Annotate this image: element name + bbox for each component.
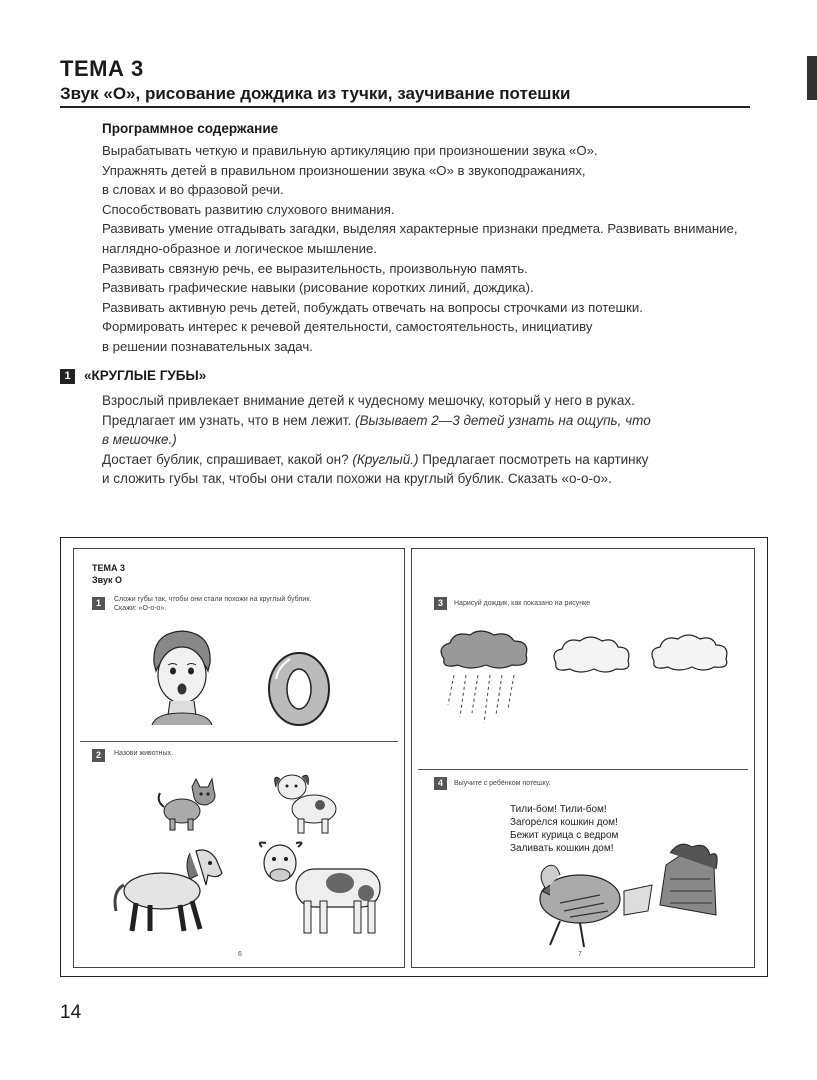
- title-rule: [60, 106, 750, 108]
- edge-marker: [807, 56, 817, 100]
- workbook-left-page: [73, 548, 405, 968]
- page-subtitle: Звук «О», рисование дождика из тучки, заучивание потешки: [60, 84, 571, 103]
- program-content: [102, 141, 762, 357]
- task1-line: и сложить губы так, чтобы они стали похожи на круглый бублик. Сказать «о-о-о».: [102, 471, 612, 487]
- program-line: Формировать интерес к речевой деятельности, самостоятельность, инициативу: [102, 319, 593, 335]
- program-line: наглядно-образное и логическое мышление.: [102, 240, 377, 256]
- horse-illustration: [110, 845, 230, 935]
- task1-line: [102, 430, 762, 450]
- workbook-task1-line: Сложи губы так, чтобы они стали похожи на круглый бублик.: [114, 596, 312, 603]
- boy-face-illustration: [142, 625, 222, 725]
- task1-number-badge: 1: [60, 369, 75, 384]
- bagel-illustration: [264, 649, 334, 729]
- rhyme-line: Заливать кошкин дом!: [510, 843, 614, 854]
- empty-cloud-illustration: [648, 633, 732, 677]
- workbook-task4-badge: 4: [434, 777, 447, 790]
- workbook-task2-text: Назови животных.: [114, 750, 173, 757]
- empty-cloud-illustration: [550, 635, 634, 679]
- workbook-task1-line: Скажи: «О-о-о».: [114, 605, 167, 612]
- workbook-theme: ТЕМА 3: [92, 563, 126, 573]
- workbook-divider: [418, 769, 748, 770]
- program-heading: Программное содержание: [102, 121, 279, 136]
- rhyme-line: Тили-бом! Тили-бом!: [510, 804, 607, 815]
- cat-illustration: [156, 777, 220, 833]
- program-line: Упражнять детей в правильном произношении звука «О» в звукоподражаниях,: [102, 162, 586, 178]
- program-line: Способствовать развитию слухового внимания.: [102, 201, 395, 217]
- workbook-sound: Звук О: [92, 575, 122, 585]
- workbook-divider: [80, 741, 398, 742]
- task1-line: [102, 450, 762, 470]
- program-line: Развивать связную речь, ее выразительность, произвольную память.: [102, 260, 528, 276]
- task1-text: Достает бублик, спрашивает, какой он?: [102, 451, 353, 467]
- task1-line: [102, 411, 762, 431]
- cow-illustration: [252, 839, 392, 939]
- task1-text: Предлагает им узнать, что в нем лежит.: [102, 412, 355, 428]
- task1-body: [102, 391, 762, 489]
- workbook-task3-text: Нарисуй дождик, как показано на рисунке: [454, 600, 591, 607]
- rhyme-line: Бежит курица с ведром: [510, 830, 619, 841]
- workbook-page-number-left: 6: [238, 951, 242, 958]
- task1-title: «КРУГЛЫЕ ГУБЫ»: [84, 368, 207, 383]
- workbook-task3-badge: 3: [434, 597, 447, 610]
- task1-remark: (Круглый.): [352, 451, 419, 467]
- page-number: 14: [60, 1002, 82, 1023]
- workbook-spread-image: [60, 537, 768, 977]
- task1-remark: (Вызывает 2—3 детей узнать на ощупь, что: [354, 412, 651, 428]
- program-line: Развивать активную речь детей, побуждать отвечать на вопросы строчками из потешки.: [102, 299, 643, 315]
- workbook-page-number-right: 7: [578, 951, 582, 958]
- dog-illustration: [270, 769, 342, 837]
- rhyme-line: Загорелся кошкин дом!: [510, 817, 618, 828]
- task1-line: Взрослый привлекает внимание детей к чудесному мешочку, который у него в руках.: [102, 393, 635, 408]
- rain-cloud-illustration: [436, 629, 536, 729]
- program-line: в словах и во фразовой речи.: [102, 182, 284, 198]
- program-line: Вырабатывать четкую и правильную артикуляцию при произношении звука «О».: [102, 143, 598, 158]
- task1-text: Предлагает посмотреть на картинку: [418, 451, 649, 467]
- workbook-task1-badge: 1: [92, 597, 105, 610]
- program-line: Развивать умение отгадывать загадки, выделяя характерные признаки предмета. Развивать внимание,: [102, 221, 738, 237]
- task1-remark: в мешочке.): [102, 432, 177, 448]
- workbook-right-page: [411, 548, 755, 968]
- chicken-burning-house-illustration: [520, 845, 720, 949]
- workbook-task1-text: [114, 595, 311, 613]
- workbook-task2-badge: 2: [92, 749, 105, 762]
- program-line: Развивать графические навыки (рисование коротких линий, дождика).: [102, 280, 534, 296]
- program-line: в решении познавательных задач.: [102, 338, 313, 354]
- workbook-task4-text: Выучите с ребёнком потешку.: [454, 780, 551, 787]
- page-title: ТЕМА 3: [60, 56, 144, 81]
